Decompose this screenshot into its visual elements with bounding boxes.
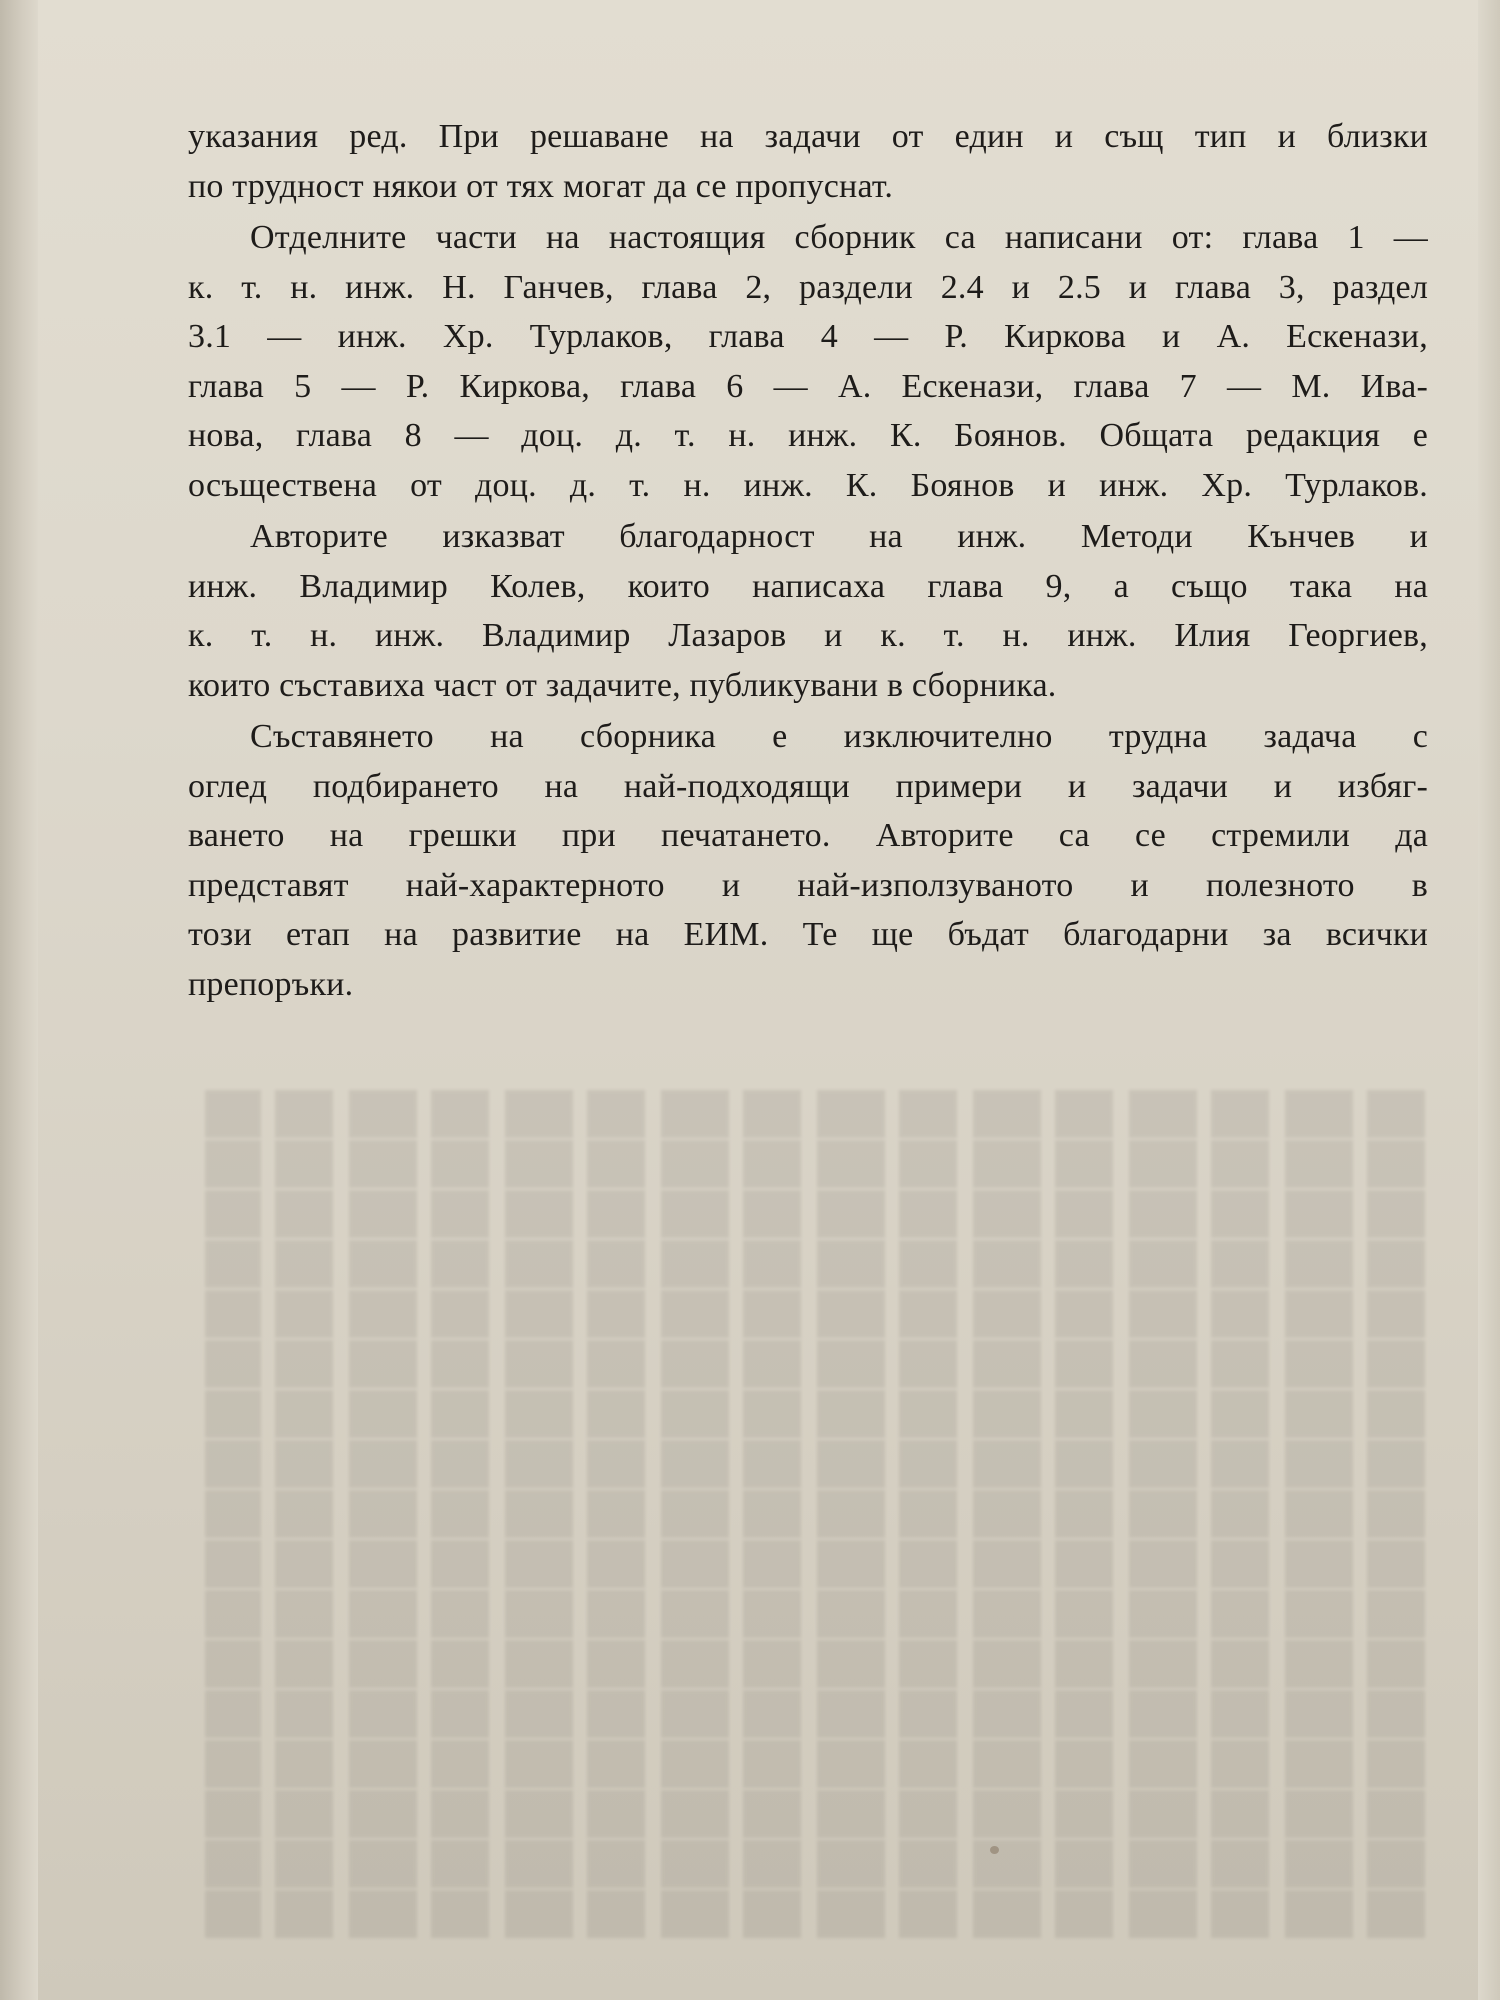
paragraph-1 — [188, 112, 1428, 211]
text-line: глава 5 — Р. Киркова, глава 6 — А. Ескенази, глава 7 — М. Ива- — [188, 367, 1428, 405]
text-line: осъществена от доц. д. т. н. инж. К. Боянов и инж. Хр. Турлаков. — [188, 466, 1428, 504]
text-line: к. т. н. инж. Н. Ганчев, глава 2, раздели 2.4 и 2.5 и глава 3, раздел — [188, 268, 1428, 306]
text-line: този етап на развитие на ЕИМ. Те ще бъдат благодарни за всички — [188, 916, 1428, 953]
text-line: к. т. н. инж. Владимир Лазаров и к. т. н. инж. Илия Георгиев, — [188, 617, 1428, 654]
paragraph-4 — [188, 712, 1428, 1009]
show-through-text — [205, 1090, 1425, 1970]
text-line: Отделните части на настоящия сборник са написани от: глава 1 — — [250, 219, 1428, 256]
text-line: които съставиха част от задачите, публикувани в сборника. — [188, 666, 1057, 704]
text-line: нова, глава 8 — доц. д. т. н. инж. К. Боянов. Общата редакция е — [188, 417, 1428, 454]
body-text — [188, 112, 1428, 1009]
text-line: препоръки. — [188, 965, 354, 1003]
text-line: Съставянето на сборника е изключително трудна задача с — [250, 718, 1428, 755]
text-line: Авторите изказват благодарност на инж. Методи Кънчев и — [250, 518, 1428, 555]
text-line: указания ред. При решаване на задачи от един и същ тип и близки — [188, 118, 1428, 155]
text-line: представят най-характерното и най-използуваното и полезното в — [188, 866, 1428, 904]
text-line: ването на грешки при печатането. Авторите са се стремили да — [188, 817, 1428, 854]
paragraph-2 — [188, 213, 1428, 510]
page-spine-shadow — [0, 0, 38, 2000]
text-line: по трудност някои от тях могат да се пропуснат. — [188, 167, 894, 205]
text-line: инж. Владимир Колев, които написаха глава 9, а също така на — [188, 567, 1428, 605]
paragraph-3 — [188, 512, 1428, 710]
text-line: оглед подбирането на най-подходящи примери и задачи и избяг- — [188, 767, 1428, 805]
paper-speck — [990, 1846, 999, 1854]
text-line: 3.1 — инж. Хр. Турлаков, глава 4 — Р. Киркова и А. Ескенази, — [188, 318, 1428, 355]
page-right-edge — [1478, 0, 1500, 2000]
